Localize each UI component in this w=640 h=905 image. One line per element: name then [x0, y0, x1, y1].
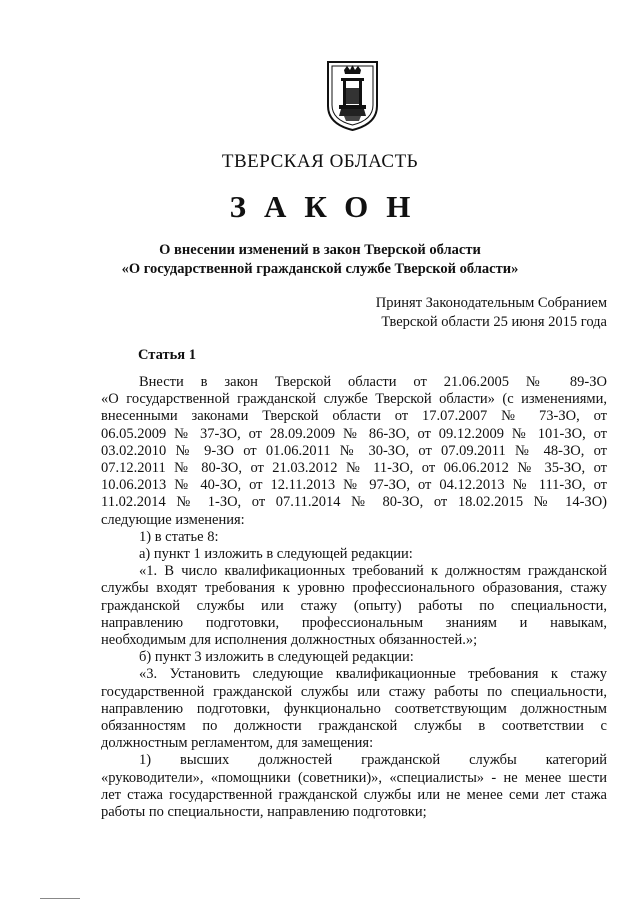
text-line: государственной гражданской службы или стажу работы по специальности,	[101, 683, 607, 700]
text-line: б) пункт 3 изложить в следующей редакции:	[139, 649, 414, 666]
text-line: необходимым для исполнения должностных обязанностей.»;	[101, 632, 478, 649]
subject-line: «О государственной гражданской службе Тверской области»	[121, 261, 519, 277]
article-body	[101, 374, 607, 821]
document-type-title: ЗАКОН	[229, 189, 429, 224]
coat-of-arms-icon	[326, 58, 379, 132]
text-line: должностным регламентом, для замещения:	[101, 735, 374, 752]
document-subject	[0, 241, 640, 279]
text-line: работы по специальности, направлению подготовки;	[101, 804, 427, 821]
text-line: 03.02.2010 № 9-ЗО от 01.06.2011 № 30-ЗО, от 07.09.2011 № 48-ЗО, от	[101, 442, 607, 459]
text-line: 1) высших должностей гражданской службы категорий	[139, 752, 607, 769]
adoption-note	[376, 294, 607, 332]
text-line: следующие изменения:	[101, 511, 245, 528]
text-line: 10.06.2013 № 40-ЗО, от 12.11.2013 № 97-ЗО, от 04.12.2013 № 111-ЗО, от	[101, 477, 607, 494]
text-line: направлению подготовки, профессиональным знаниям и навыкам,	[101, 614, 607, 631]
text-line: «3. Установить следующие квалификационные требования к стажу	[139, 666, 607, 683]
text-line: Внести в закон Тверской области от 21.06.2005 № 89-ЗО	[139, 374, 607, 390]
article-title: Статья 1	[138, 347, 196, 363]
region-title: ТВЕРСКАЯ ОБЛАСТЬ	[221, 151, 419, 172]
text-line: 07.12.2011 № 80-ЗО, от 21.03.2012 № 11-ЗО, от 06.06.2012 № 35-ЗО, от	[101, 460, 607, 477]
adoption-line: Принят Законодательным Собранием	[375, 295, 607, 311]
text-line: внесенными законами Тверской области от 17.07.2007 № 73-ЗО, от	[101, 408, 607, 425]
page-edge-mark	[40, 898, 80, 899]
text-line: 06.05.2009 № 37-ЗО, от 28.09.2009 № 86-ЗО, от 09.12.2009 № 101-ЗО, от	[101, 425, 607, 442]
text-line: направлению подготовки, функционально соответствующим должностным	[101, 700, 607, 717]
text-line: 11.02.2014 № 1-ЗО, от 07.11.2014 № 80-ЗО, от 18.02.2015 № 14-ЗО)	[101, 494, 607, 511]
text-line: «руководители», «помощники (советники)», «специалисты» - не менее шести	[101, 769, 607, 786]
text-line: гражданской службы или стажу (опыту) работы по специальности,	[101, 597, 607, 614]
text-line: лет стажа государственной гражданской службы или не менее семи лет стажа	[101, 786, 607, 803]
adoption-line: Тверской области 25 июня 2015 года	[381, 314, 607, 330]
text-line: «О государственной гражданской службе Тверской области» (с изменениями,	[101, 391, 607, 408]
text-line: обязанностям по должности гражданской службы в соответствии с	[101, 718, 607, 735]
text-line: а) пункт 1 изложить в следующей редакции:	[139, 546, 413, 563]
text-line: службы входят требования к уровню профессионального образования, стажу	[101, 580, 607, 597]
text-line: 1) в статье 8:	[139, 528, 219, 545]
text-line: «1. В число квалификационных требований к должностям гражданской	[139, 563, 607, 580]
subject-line: О внесении изменений в закон Тверской области	[159, 242, 481, 258]
